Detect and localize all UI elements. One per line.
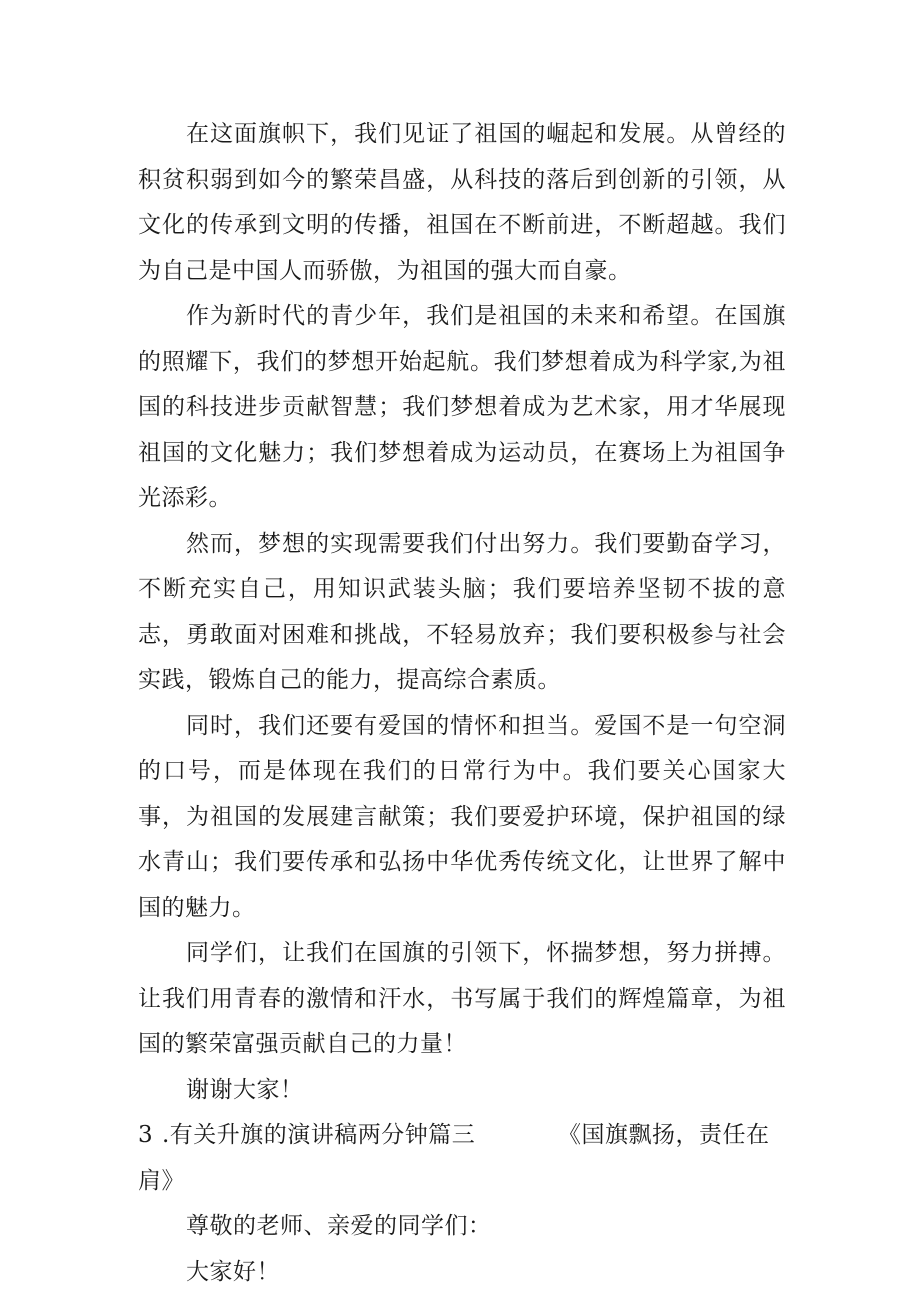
section-heading bbox=[138, 1113, 786, 1204]
section-number: 3 bbox=[138, 1122, 154, 1148]
document-body bbox=[138, 112, 786, 1295]
section-subtitle: 《国旗飘扬，责任在肩》 bbox=[138, 1122, 770, 1194]
paragraph: 同学们，让我们在国旗的引领下，怀揣梦想，努力拼搏。让我们用青春的激情和汗水，书写属于我们的辉煌篇章，为祖国的繁荣富强贡献自己的力量！ bbox=[138, 940, 786, 1057]
salutation: 尊敬的老师、亲爱的同学们： bbox=[186, 1213, 492, 1239]
closing-thanks: 谢谢大家！ bbox=[186, 1076, 304, 1103]
section-title: .有关升旗的演讲稿两分钟篇三 bbox=[162, 1122, 476, 1148]
greeting: 大家好！ bbox=[186, 1258, 280, 1285]
paragraph: 在这面旗帜下，我们见证了祖国的崛起和发展。从曾经的积贫积弱到如今的繁荣昌盛，从科技的落后到创新的引领，从文化的传承到文明的传播，祖国在不断前进，不断超越。我们为自己是中国人而骄傲，为祖国的强大而自豪。 bbox=[138, 121, 786, 284]
paragraph: 同时，我们还要有爱国的情怀和担当。爱国不是一句空洞的口号，而是体现在我们的日常行为中。我们要关心国家大事，为祖国的发展建言献策；我们要爱护环境，保护祖国的绿水青山；我们要传承和弘扬中华优秀传统文化，让世界了解中国的魅力。 bbox=[138, 712, 786, 921]
paragraph: 作为新时代的青少年，我们是祖国的未来和希望。在国旗的照耀下，我们的梦想开始起航。我们梦想着成为科学家,为祖国的科技进步贡献智慧；我们梦想着成为艺术家，用才华展现祖国的文化魅力；我们梦想着成为运动员，在赛场上为祖国争光添彩。 bbox=[138, 303, 786, 511]
paragraph: 然而，梦想的实现需要我们付出努力。我们要勤奋学习，不断充实自己，用知识武装头脑；我们要培养坚韧不拔的意志，勇敢面对困难和挑战，不轻易放弃；我们要积极参与社会实践，锻炼自己的能力，提高综合素质。 bbox=[138, 530, 786, 693]
